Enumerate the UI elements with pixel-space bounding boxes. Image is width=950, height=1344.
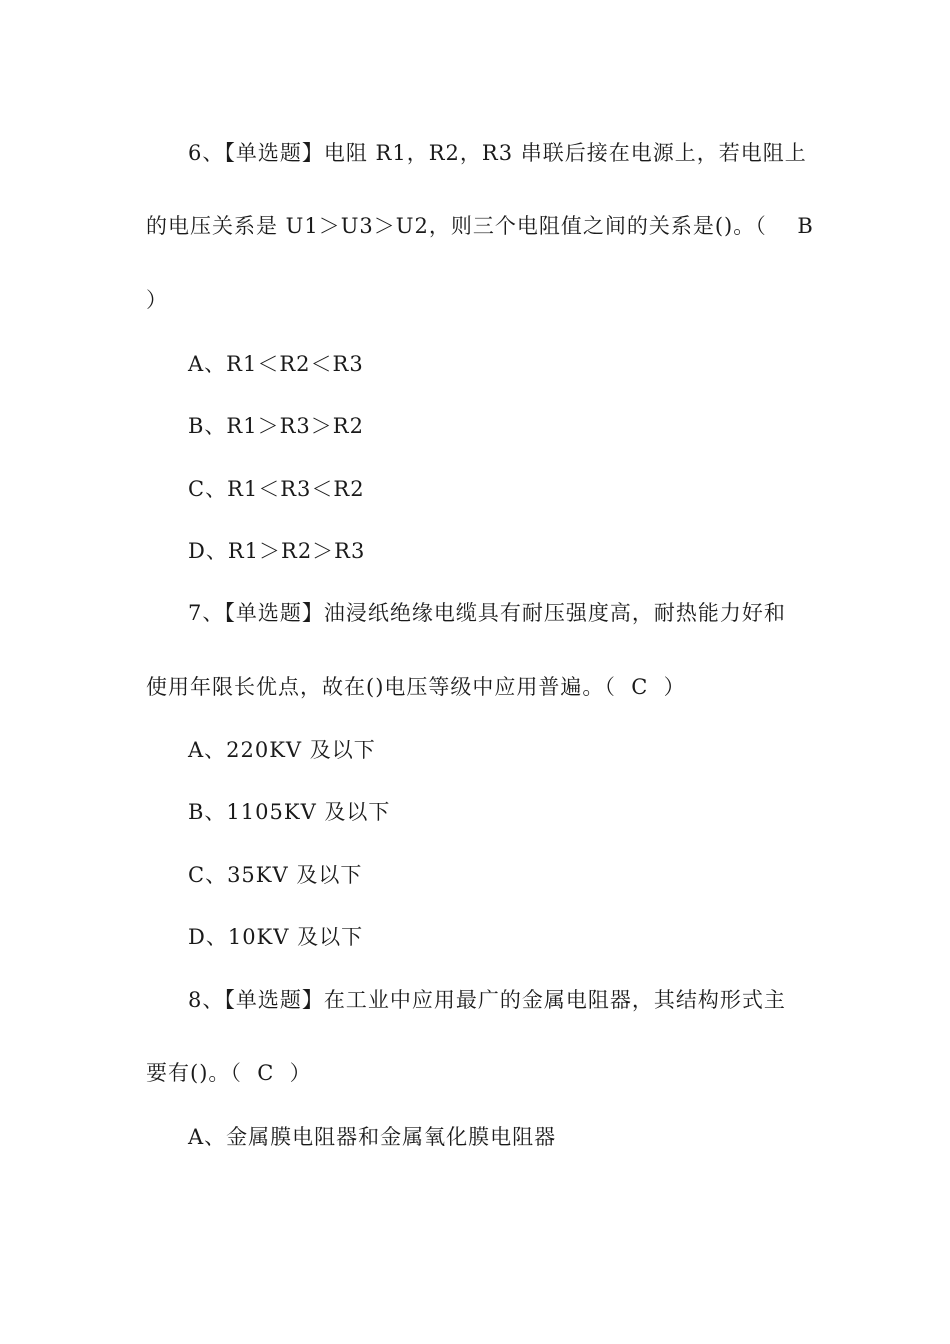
question-6-option-b: B、R1＞R3＞R2 bbox=[188, 414, 364, 438]
question-7-option-a: A、220KV 及以下 bbox=[188, 738, 376, 762]
question-8-option-a: A、金属膜电阻器和金属氧化膜电阻器 bbox=[188, 1125, 557, 1149]
question-6-option-a: A、R1＜R2＜R3 bbox=[188, 352, 364, 376]
question-7-line-2: 使用年限长优点，故在()电压等级中应用普遍。（ C ） bbox=[146, 675, 686, 699]
question-7-option-b: B、1105KV 及以下 bbox=[188, 800, 391, 824]
question-8-line-2: 要有()。（ C ） bbox=[146, 1061, 312, 1085]
question-6-line-1: 6、【单选题】电阻 R1，R2，R3 串联后接在电源上，若电阻上 bbox=[188, 141, 807, 165]
question-7-option-d: D、10KV 及以下 bbox=[188, 925, 364, 949]
question-6-line-3: ） bbox=[146, 288, 168, 312]
question-6-option-d: D、R1＞R2＞R3 bbox=[188, 539, 366, 563]
question-7-option-c: C、35KV 及以下 bbox=[188, 863, 363, 887]
question-8-line-1: 8、【单选题】在工业中应用最广的金属电阻器，其结构形式主 bbox=[188, 988, 786, 1012]
question-6-option-c: C、R1＜R3＜R2 bbox=[188, 477, 365, 501]
question-6-line-2: 的电压关系是 U1＞U3＞U2，则三个电阻值之间的关系是()。（ B bbox=[146, 214, 814, 238]
question-7-line-1: 7、【单选题】油浸纸绝缘电缆具有耐压强度高，耐热能力好和 bbox=[188, 601, 786, 625]
